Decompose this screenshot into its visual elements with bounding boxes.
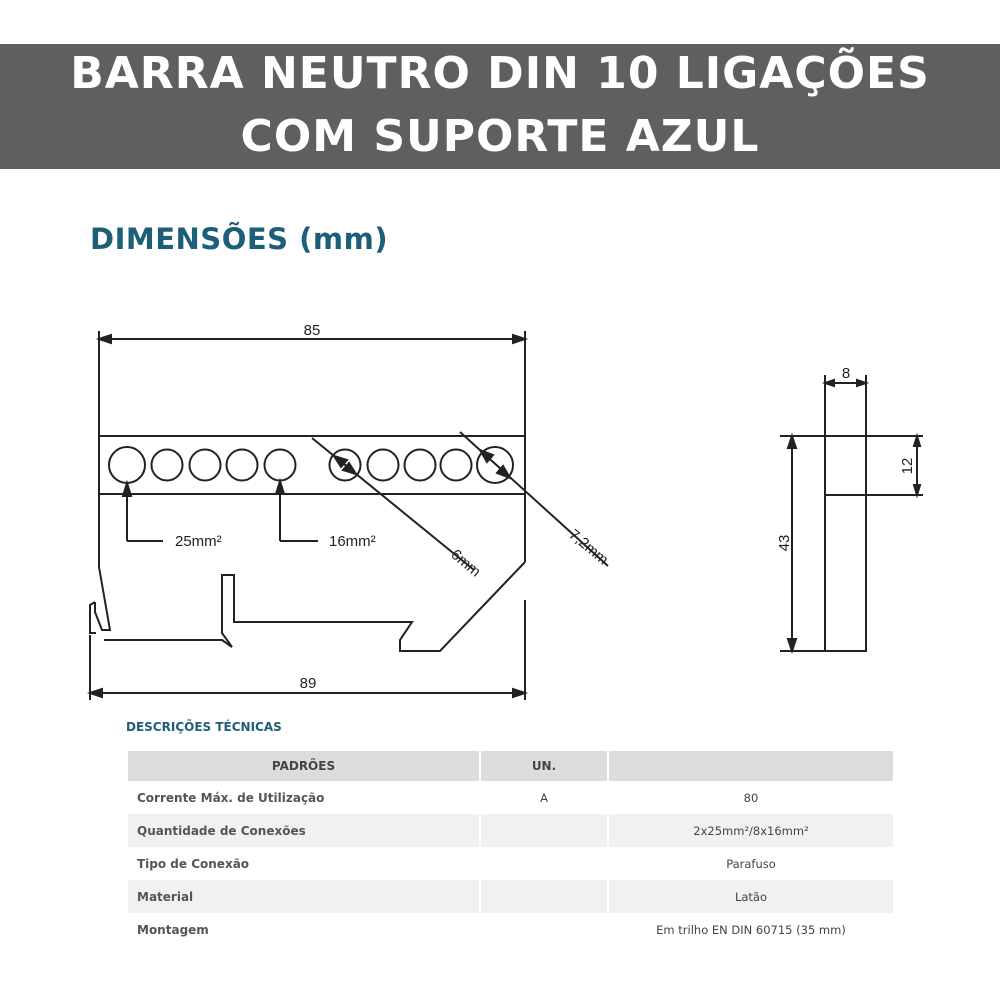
leader-16mm [276,481,318,541]
row-value: 2x25mm²/8x16mm² [608,814,893,847]
label-7-2mm: 7,2mm [565,526,612,569]
table-row [127,814,893,847]
table-row [127,781,893,814]
table-row [127,880,893,913]
row-label: Material [127,880,480,913]
technical-drawing [0,300,1000,710]
label-85: 85 [303,322,321,339]
row-value: Em trilho EN DIN 60715 (35 mm) [608,913,893,946]
label-12: 12 [899,457,916,475]
label-6mm: 6mm [447,546,484,581]
side-view [780,375,923,651]
row-value: 80 [608,781,893,814]
header-padroes: PADRÕES [127,751,480,781]
row-unit: A [480,781,608,814]
bar-body [99,436,525,494]
banner-title-line-1: BARRA NEUTRO DIN 10 LIGAÇÕES [70,48,930,99]
spec-table [126,751,893,946]
label-43: 43 [776,534,793,552]
label-89: 89 [299,675,317,692]
row-value: Latão [608,880,893,913]
dimensions-heading: DIMENSÕES (mm) [90,222,389,256]
header-value [608,751,893,781]
dimension-85 [99,331,525,436]
tech-descriptions-heading: DESCRIÇÕES TÉCNICAS [126,720,282,734]
row-value: Parafuso [608,847,893,880]
label-25mm: 25mm² [175,533,222,550]
row-unit [480,880,608,913]
table-row [127,847,893,880]
row-label: Quantidade de Conexões [127,814,480,847]
row-label: Tipo de Conexão [127,847,480,880]
header-un: UN. [480,751,608,781]
table-row [127,913,893,946]
row-unit [480,847,608,880]
row-unit [480,913,608,946]
row-label: Montagem [127,913,480,946]
row-label: Corrente Máx. de Utilização [127,781,480,814]
hole-row [109,447,513,483]
label-8: 8 [841,365,851,382]
table-header-row [127,751,893,781]
dimension-6mm [312,438,474,570]
row-unit [480,814,608,847]
leader-25mm [123,483,163,541]
banner-title-line-2: COM SUPORTE AZUL [240,111,760,162]
din-support-profile [90,494,525,651]
label-16mm: 16mm² [329,533,376,550]
